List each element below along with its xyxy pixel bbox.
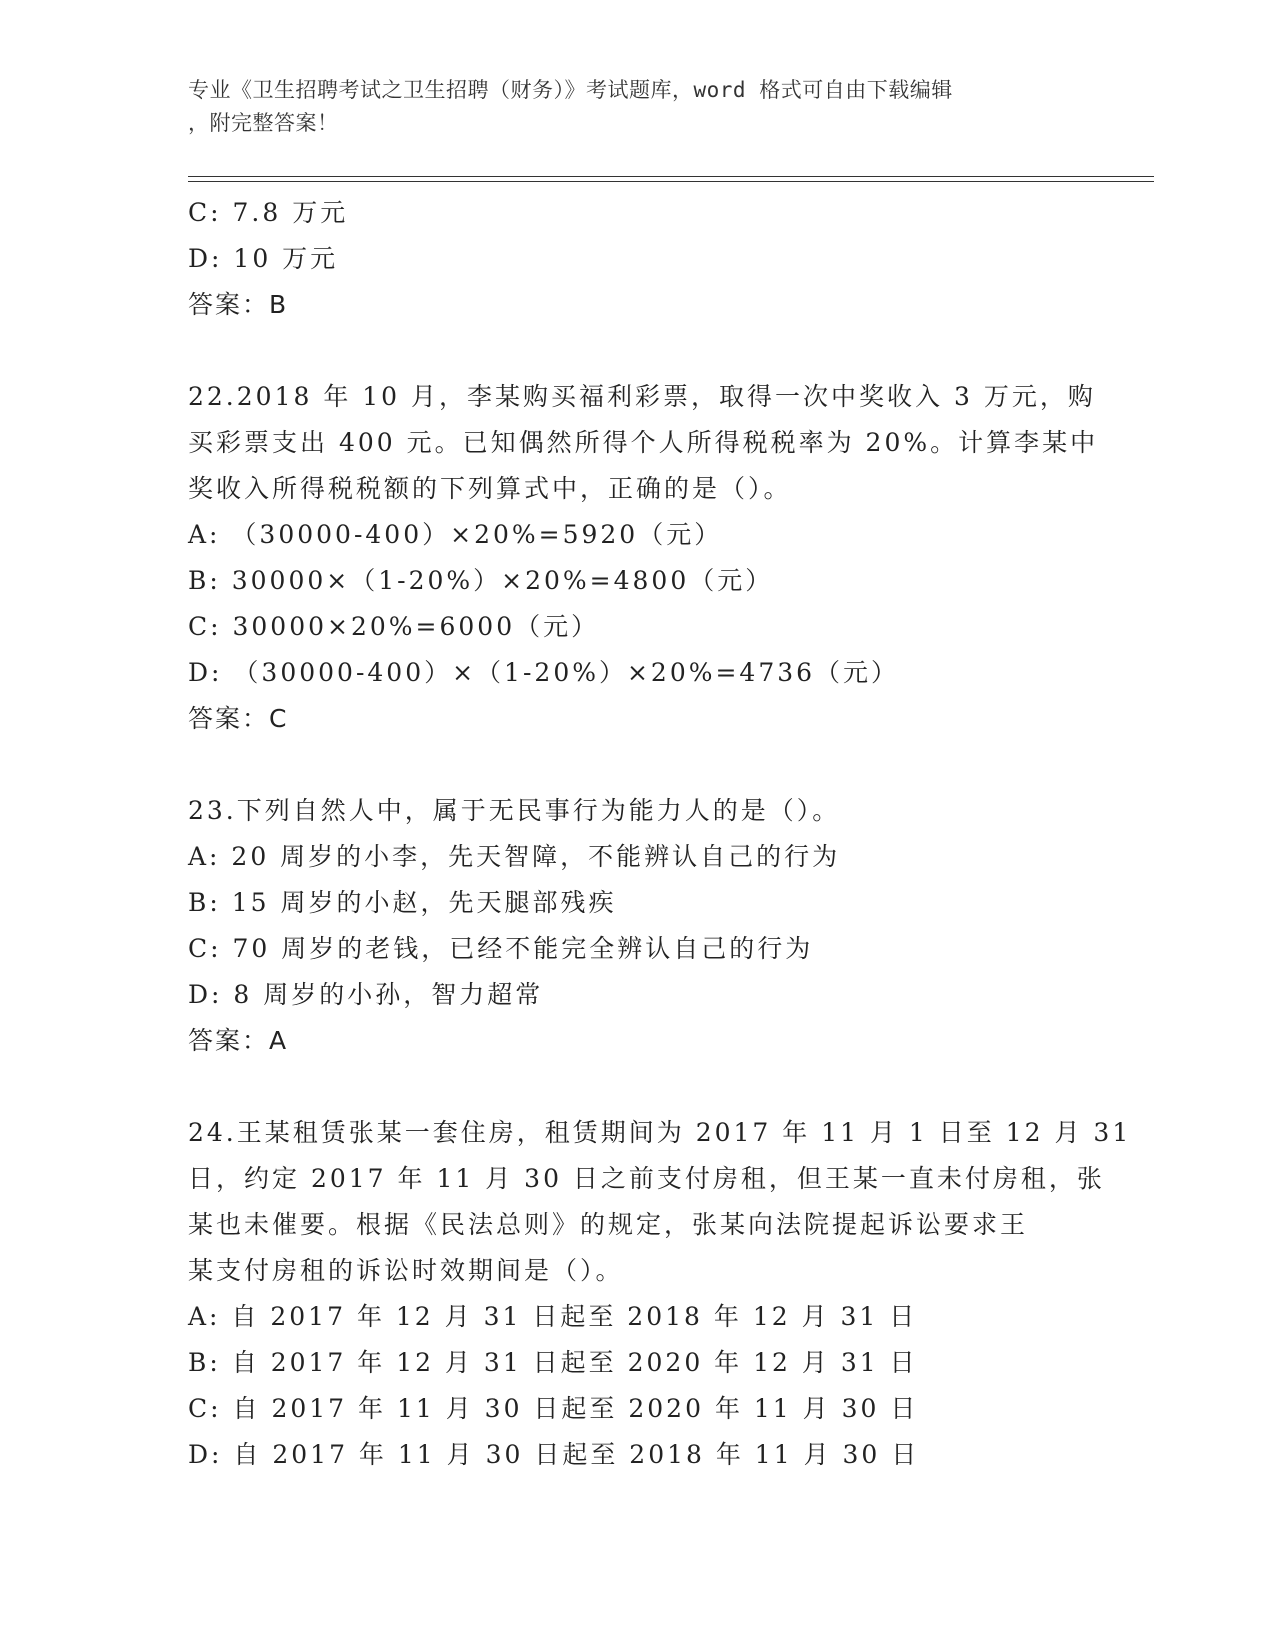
spacer bbox=[188, 742, 1088, 788]
question-22 bbox=[188, 374, 1099, 742]
q22-answer: 答案：C bbox=[188, 704, 289, 733]
header-line-2: ，附完整答案！ bbox=[188, 111, 339, 135]
q24-option-d: D: 自 2017 年 11 月 30 日起至 2018 年 11 月 30 日 bbox=[188, 1440, 920, 1469]
question-21-tail bbox=[188, 190, 1088, 328]
q23-option-b: B: 15 周岁的小赵，先天腿部残疾 bbox=[188, 888, 617, 917]
q23-option-a: A: 20 周岁的小李，先天智障，不能辨认自己的行为 bbox=[188, 842, 841, 871]
q22-stem-line-1: 22.2018 年 10 月，李某购买福利彩票，取得一次中奖收入 3 万元，购 bbox=[188, 382, 1096, 411]
header-line-1: 专业《卫生招聘考试之卫生招聘（财务）》考试题库，word 格式可自由下载编辑 bbox=[188, 78, 953, 102]
q21-option-c: C: 7.8 万元 bbox=[188, 198, 349, 227]
spacer bbox=[188, 1064, 1088, 1110]
q24-stem-line-3: 某也未催要。根据《民法总则》的规定，张某向法院提起诉讼要求王 bbox=[188, 1210, 1029, 1239]
q21-option-d: D: 10 万元 bbox=[188, 244, 339, 273]
q22-stem-line-3: 奖收入所得税税额的下列算式中，正确的是（）。 bbox=[188, 474, 792, 503]
q24-option-c: C: 自 2017 年 11 月 30 日起至 2020 年 11 月 30 日 bbox=[188, 1394, 919, 1423]
q23-option-d: D: 8 周岁的小孙，智力超常 bbox=[188, 980, 544, 1009]
q23-option-c: C: 70 周岁的老钱，已经不能完全辨认自己的行为 bbox=[188, 934, 814, 963]
page-header bbox=[188, 74, 1088, 140]
q24-stem-line-2: 日，约定 2017 年 11 月 30 日之前支付房租，但王某一直未付房租，张 bbox=[188, 1164, 1105, 1193]
spacer bbox=[188, 328, 1088, 374]
question-23 bbox=[188, 788, 1088, 1064]
question-content bbox=[188, 190, 1132, 1478]
q24-option-b: B: 自 2017 年 12 月 31 日起至 2020 年 12 月 31 日 bbox=[188, 1348, 918, 1377]
question-24 bbox=[188, 1110, 1132, 1478]
q24-stem-line-4: 某支付房租的诉讼时效期间是（）。 bbox=[188, 1256, 624, 1285]
q24-option-a: A: 自 2017 年 12 月 31 日起至 2018 年 12 月 31 日 bbox=[188, 1302, 918, 1331]
q23-answer: 答案：A bbox=[188, 1026, 289, 1055]
q21-answer: 答案：B bbox=[188, 290, 289, 319]
q22-option-a: A: （30000-400）×20%=5920（元） bbox=[188, 520, 723, 549]
q22-option-d: D: （30000-400）×（1-20%）×20%=4736（元） bbox=[188, 658, 900, 687]
header-rule-bottom bbox=[188, 181, 1154, 182]
q24-stem-line-1: 24.王某租赁张某一套住房，租赁期间为 2017 年 11 月 1 日至 12 月 31 bbox=[188, 1118, 1132, 1147]
q22-option-c: C: 30000×20%=6000（元） bbox=[188, 612, 600, 641]
q22-option-b: B: 30000×（1-20%）×20%=4800（元） bbox=[188, 566, 774, 595]
header-rule-top bbox=[188, 176, 1154, 177]
q22-stem-line-2: 买彩票支出 400 元。已知偶然所得个人所得税税率为 20%。计算李某中 bbox=[188, 428, 1099, 457]
q23-stem-line-1: 23.下列自然人中，属于无民事行为能力人的是（）。 bbox=[188, 796, 841, 825]
